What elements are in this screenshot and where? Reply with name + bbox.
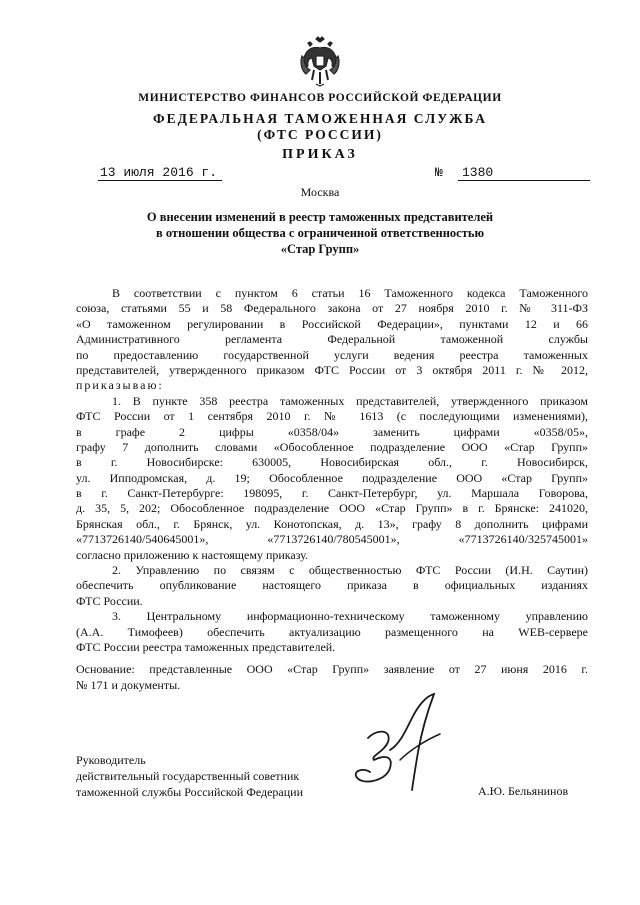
body-line: Брянская обл., г. Брянск, ул. Конотопская, д. 13», графу 8 дополнить цифрами bbox=[76, 516, 588, 531]
body-line: ФТС России реестра таможенных представителей. bbox=[76, 639, 336, 654]
body-line: «О таможенном регулировании в Российской Федерации», пунктами 12 и 66 bbox=[76, 316, 588, 331]
signer-name: А.Ю. Бельянинов bbox=[478, 784, 569, 798]
body-line: приказываю: bbox=[76, 378, 164, 393]
order-date: 13 июля 2016 г. bbox=[98, 165, 222, 181]
basis-line: № 171 и документы. bbox=[76, 677, 181, 692]
body-line: «7713726140/540645001», «7713726140/780545001», «7713726140/325745001» bbox=[76, 532, 588, 547]
body-line: по предоставлению государственной услуги ведения реестра таможенных bbox=[76, 347, 588, 362]
title-line: О внесении изменений в реестр таможенных представителей bbox=[146, 210, 494, 224]
order-number: 1380 bbox=[458, 165, 590, 181]
basis-line: Основание: представленные ООО «Стар Групп» заявление от 27 июня 2016 г. bbox=[76, 662, 588, 677]
body-line: ФТС России от 1 сентября 2010 г. № 1613 (с последующими изменениями), bbox=[76, 409, 588, 424]
body-line: 2. Управлению по связям с общественностью ФТС России (И.Н. Саутин) bbox=[112, 563, 588, 578]
body-line: в г. Санкт-Петербурге: 198095, г. Санкт-Петербург, ул. Маршала Говорова, bbox=[76, 486, 588, 501]
body-line: в графе 2 цифры «0358/04» заменить цифрами «0358/05», bbox=[76, 424, 588, 439]
service-name: ФЕДЕРАЛЬНАЯ ТАМОЖЕННАЯ СЛУЖБА bbox=[153, 111, 487, 126]
body-line: союза, статьями 55 и 58 Федерального закона от 27 ноября 2010 г. № 311-ФЗ bbox=[76, 301, 588, 316]
document-type: ПРИКАЗ bbox=[282, 147, 358, 162]
body-line: д. 35, 5, 202; Обособленное подразделение ООО «Стар Групп» в г. Брянске: 241020, bbox=[76, 501, 588, 516]
body-line: обеспечить опубликование настоящего приказа в официальных изданиях bbox=[76, 578, 588, 593]
city: Москва bbox=[300, 185, 340, 199]
handwritten-signature bbox=[330, 690, 470, 810]
order-number-label: № bbox=[435, 165, 443, 180]
body-line: 3. Центральному информационно-техническому таможенному управлению bbox=[112, 609, 588, 624]
coat-of-arms-emblem bbox=[298, 36, 342, 88]
signer-position: Руководитель bbox=[76, 753, 146, 767]
signer-rank: действительный государственный советник bbox=[76, 769, 300, 783]
body-line: (А.А. Тимофеев) обеспечить актуализацию размещенного на WEB-сервере bbox=[76, 624, 588, 639]
body-line: Административного регламента Федеральной таможенной службы bbox=[76, 332, 588, 347]
body-line: В соответствии с пунктом 6 статьи 16 Таможенного кодекса Таможенного bbox=[112, 286, 588, 300]
body-line: согласно приложению к настоящему приказу. bbox=[76, 547, 309, 562]
body-line: 1. В пункте 358 реестра таможенных представителей, утвержденного приказом bbox=[112, 393, 588, 408]
signature-title-block bbox=[76, 752, 303, 800]
service-abbreviation: (ФТС РОССИИ) bbox=[257, 127, 383, 142]
order-title bbox=[60, 209, 580, 257]
body-line: в г. Новосибирске: 630005, Новосибирская обл., г. Новосибирск, bbox=[76, 455, 588, 470]
signer-rank-cont: таможенной службы Российской Федерации bbox=[76, 785, 304, 799]
body-line: представителей, утвержденного приказом ФТС России от 3 октября 2011 г. № 2012, bbox=[76, 362, 588, 377]
title-line: в отношении общества с ограниченной ответственностью bbox=[155, 226, 485, 240]
body-line: ул. Ипподромская, д. 19; Обособленное подразделение ООО «Стар Групп» bbox=[76, 470, 588, 485]
service-name-block bbox=[0, 111, 640, 143]
ministry-name: МИНИСТЕРСТВО ФИНАНСОВ РОССИЙСКОЙ ФЕДЕРАЦИИ bbox=[138, 92, 502, 104]
order-body bbox=[76, 286, 588, 693]
title-line: «Стар Групп» bbox=[280, 242, 360, 256]
body-line: ФТС России. bbox=[76, 593, 143, 608]
body-line: графу 7 дополнить словами «Обособленное подразделение ООО «Стар Групп» bbox=[76, 439, 588, 454]
